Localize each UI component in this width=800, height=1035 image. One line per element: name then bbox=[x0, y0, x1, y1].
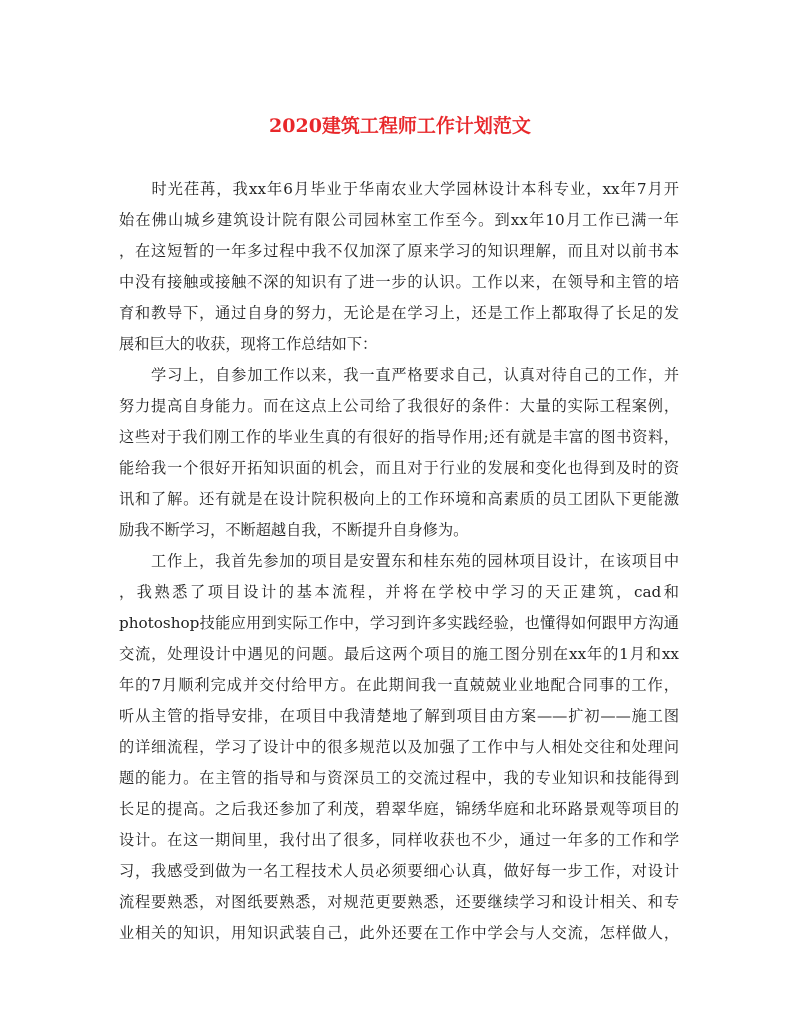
text-line: 学习上，自参加工作以来，我一直严格要求自己，认真对待自己的工作，并 bbox=[119, 366, 679, 384]
text-line: 始在佛山城乡建筑设计院有限公司园林室工作至今。到xx年10月工作已满一年 bbox=[119, 211, 679, 229]
text-line: 工作上，我首先参加的项目是安置东和桂东苑的园林项目设计，在该项目中 bbox=[119, 552, 679, 570]
text-line: 业相关的知识，用知识武装自己，此外还要在工作中学会与人交流，怎样做人， bbox=[119, 924, 679, 942]
text-line: 这些对于我们刚工作的毕业生真的有很好的指导作用;还有就是丰富的图书资料， bbox=[119, 428, 679, 446]
text-line: 育和教导下，通过自身的努力，无论是在学习上，还是工作上都取得了长足的发 bbox=[119, 304, 679, 322]
text-line: 流程要熟悉，对图纸要熟悉，对规范更要熟悉，还要继续学习和设计相关、和专 bbox=[119, 893, 679, 911]
text-line: 习，我感受到做为一名工程技术人员必须要细心认真，做好每一步工作，对设计 bbox=[119, 862, 679, 880]
text-line: 励我不断学习，不断超越自我，不断提升自身修为。 bbox=[119, 521, 469, 539]
text-line: 的详细流程，学习了设计中的很多规范以及加强了工作中与人相处交往和处理问 bbox=[119, 738, 679, 756]
text-line: 展和巨大的收获，现将工作总结如下： bbox=[119, 335, 378, 353]
text-line: 设计。在这一期间里，我付出了很多，同样收获也不少，通过一年多的工作和学 bbox=[119, 831, 679, 849]
text-line: 讯和了解。还有就是在设计院积极向上的工作环境和高素质的员工团队下更能激 bbox=[119, 490, 679, 508]
text-line: 题的能力。在主管的指导和与资深员工的交流过程中，我的专业知识和技能得到 bbox=[119, 769, 679, 787]
text-line: 努力提高自身能力。而在这点上公司给了我很好的条件：大量的实际工程案例， bbox=[119, 397, 679, 415]
text-line: 能给我一个很好开拓知识面的机会，而且对于行业的发展和变化也得到及时的资 bbox=[119, 459, 679, 477]
text-line: ，在这短暂的一年多过程中我不仅加深了原来学习的知识理解，而且对以前书本 bbox=[119, 242, 679, 260]
text-line: 交流，处理设计中遇见的问题。最后这两个项目的施工图分别在xx年的1月和xx bbox=[119, 645, 679, 663]
text-line: 时光荏苒，我xx年6月毕业于华南农业大学园林设计本科专业，xx年7月开 bbox=[119, 180, 679, 198]
document-body bbox=[119, 174, 679, 949]
text-line: ，我熟悉了项目设计的基本流程，并将在学校中学习的天正建筑，cad和 bbox=[119, 583, 679, 601]
text-line: 长足的提高。之后我还参加了利茂，碧翠华庭，锦绣华庭和北环路景观等项目的 bbox=[119, 800, 679, 818]
document-title: 2020建筑工程师工作计划范文 bbox=[269, 115, 531, 137]
text-line: 听从主管的指导安排，在项目中我清楚地了解到项目由方案——扩初——施工图 bbox=[119, 707, 679, 725]
text-line: 年的7月顺利完成并交付给甲方。在此期间我一直兢兢业业地配合同事的工作， bbox=[119, 676, 679, 694]
text-line: photoshop技能应用到实际工作中，学习到许多实践经验，也懂得如何跟甲方沟通 bbox=[119, 614, 679, 632]
text-line: 中没有接触或接触不深的知识有了进一步的认识。工作以来，在领导和主管的培 bbox=[119, 273, 679, 291]
